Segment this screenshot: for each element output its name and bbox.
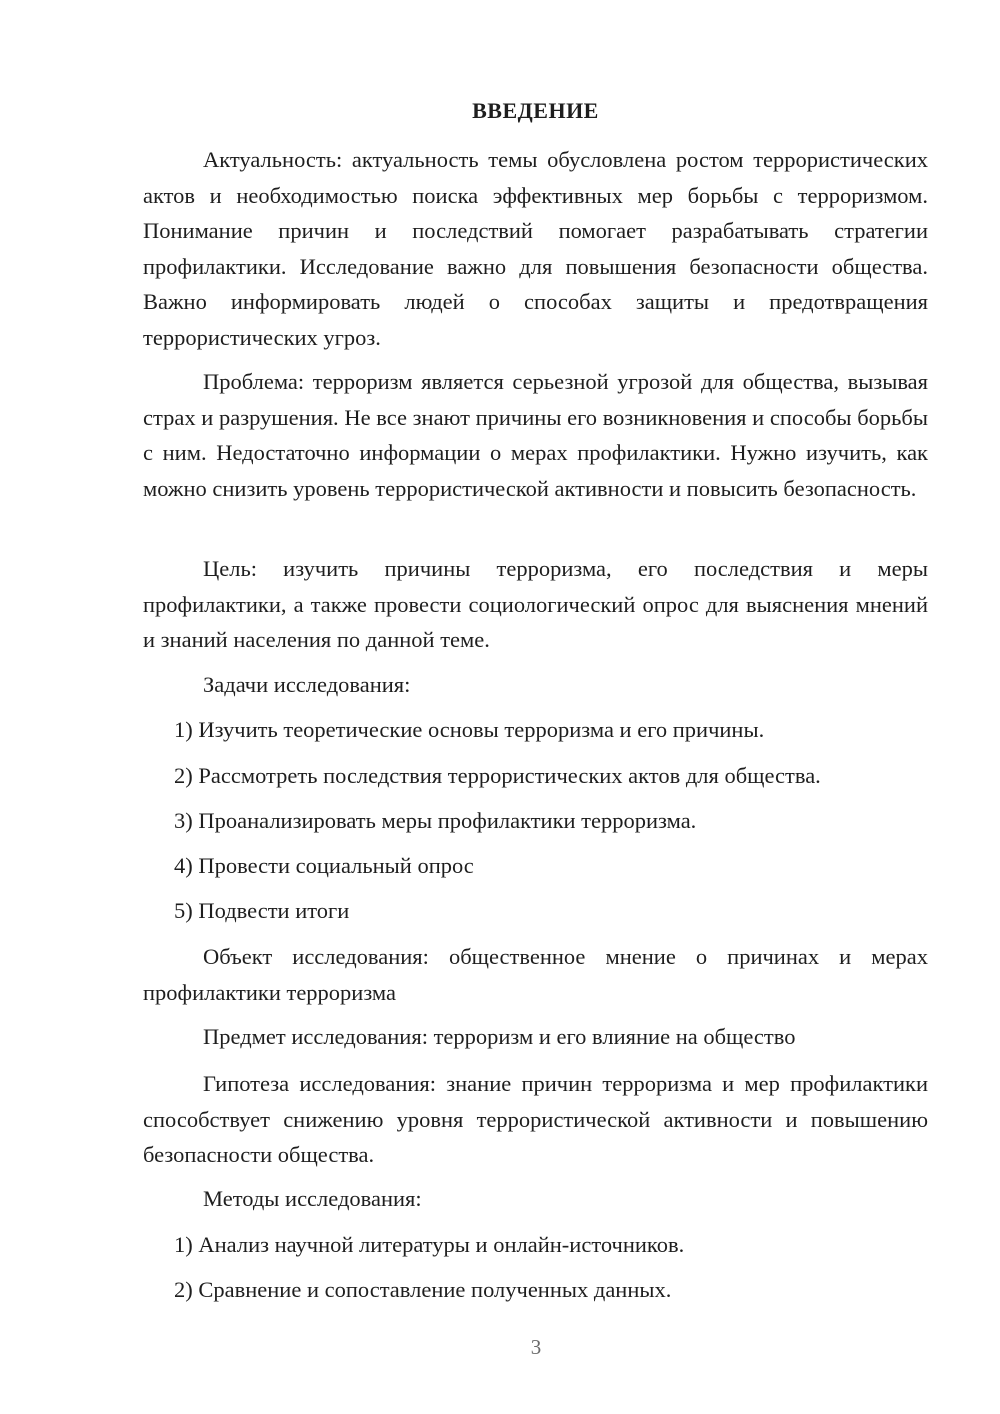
- methods-title: Методы исследования:: [203, 1186, 422, 1211]
- task-item-3: 3) Проанализировать меры профилактики терроризма.: [174, 808, 697, 833]
- problem-paragraph: Проблема: терроризм является серьезной угрозой для общества, вызывая страх и разрушения. Не все знают причины его возникновения и способы борьбы с ним. Недостаточно информации о мерах профилактики. Нужно изучить, как можно снизить уровень террористической активности и повысить безопасность.: [143, 369, 928, 501]
- method-item-1: 1) Анализ научной литературы и онлайн-источников.: [174, 1232, 685, 1257]
- tasks-title: Задачи исследования:: [203, 672, 411, 697]
- task-item-4: 4) Провести социальный опрос: [174, 853, 474, 878]
- task-item-1: 1) Изучить теоретические основы терроризма и его причины.: [174, 717, 765, 742]
- object-paragraph: Объект исследования: общественное мнение о причинах и мерах профилактики терроризма: [143, 944, 928, 1005]
- section-heading: ВВЕДЕНИЕ: [472, 98, 599, 123]
- method-item-2: 2) Сравнение и сопоставление полученных данных.: [174, 1277, 672, 1302]
- hypothesis-paragraph: Гипотеза исследования: знание причин терроризма и мер профилактики способствует снижению уровня террористической активности и повышению безопасности общества.: [143, 1071, 928, 1167]
- task-item-2: 2) Рассмотреть последствия террористических актов для общества.: [174, 763, 821, 788]
- goal-paragraph: Цель: изучить причины терроризма, его последствия и меры профилактики, а также провести социологический опрос для выяснения мнений и знаний населения по данной теме.: [143, 556, 928, 652]
- page-number: 3: [530, 1335, 542, 1359]
- task-item-5: 5) Подвести итоги: [174, 898, 350, 923]
- relevance-paragraph: Актуальность: актуальность темы обусловлена ростом террористических актов и необходимостью поиска эффективных мер борьбы с терроризмом. Понимание причин и последствий помогает разрабатывать стратегии профилактики. Исследование важно для повышения безопасности общества. Важно информировать людей о способах защиты и предотвращения террористических угроз.: [143, 147, 928, 350]
- subject-paragraph: Предмет исследования: терроризм и его влияние на общество: [203, 1024, 796, 1049]
